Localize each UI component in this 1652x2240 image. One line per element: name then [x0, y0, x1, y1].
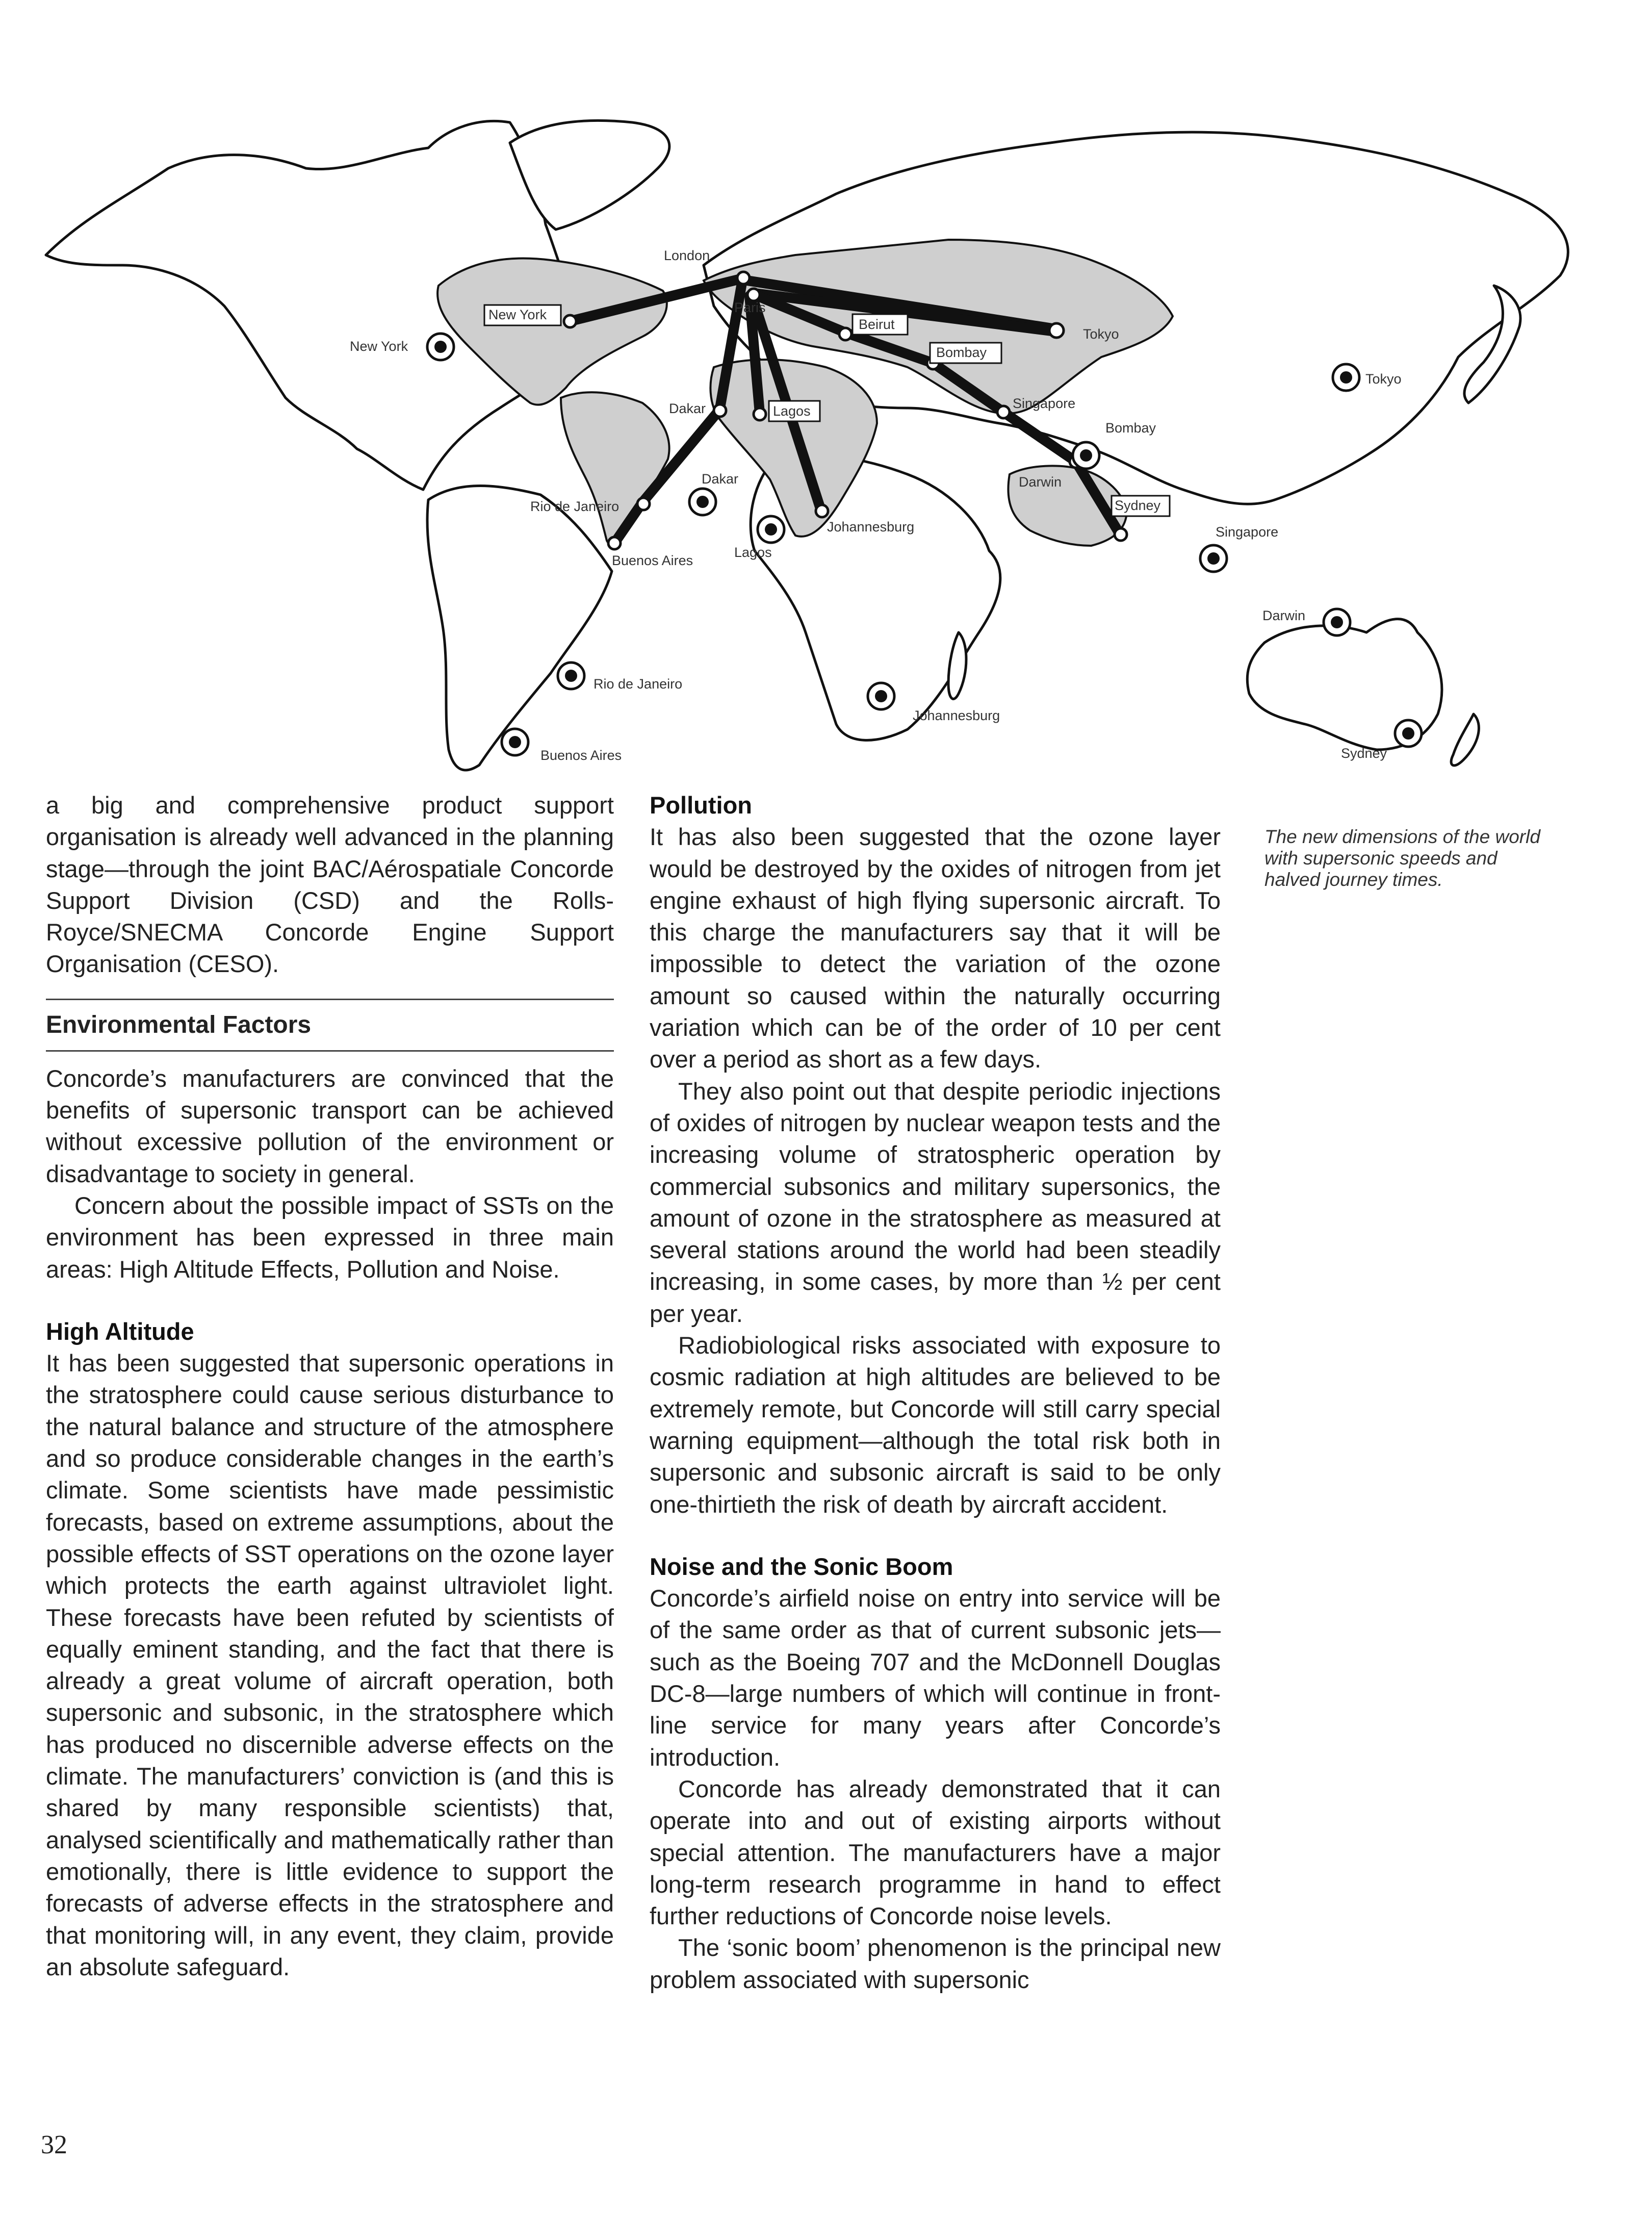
noise-paragraph-1: Concorde’s airfield noise on entry into service will be of the same order as that of current subsonic jets—such as the Boeing 707 and the McDonnell Douglas DC-8—large numbers of which will continue in front-line service for many years after Concorde’s introduction. [650, 1585, 1221, 1771]
label-tokyo-small: Tokyo [1083, 326, 1119, 342]
south-america-outline [427, 486, 612, 771]
node-tokyo-small [1049, 323, 1064, 338]
noise-heading: Noise and the Sonic Boom [650, 1552, 953, 1580]
marker-darwin [1324, 609, 1350, 635]
label-lagos-large: Lagos [734, 545, 772, 560]
marker-rio [558, 663, 584, 689]
pollution-paragraph-2: They also point out that despite periodic injections of oxides of nitrogen by nuclear weapon tests and the increasing volume of stratospheric operation by commercial subsonics and military supersonics, the amount of ozone in the stratosphere as measured at several stations around the world had been steadily increasing, in some cases, by more than ½ per cent per year. [650, 1077, 1221, 1327]
noise-paragraph-3: The ‘sonic boom’ phenomenon is the principal new problem associated with supersonic [650, 1934, 1221, 1993]
label-lagos-small: Lagos [773, 403, 811, 419]
label-bombay-large: Bombay [1105, 420, 1156, 436]
new-zealand-outline [1451, 714, 1479, 766]
label-beirut: Beirut [859, 317, 895, 332]
label-darwin-large: Darwin [1262, 608, 1306, 623]
environment-paragraph-2: Concern about the possible impact of SSTs on the environment has been expressed in three main areas: High Altitude Effects, Pollution and Noise. [46, 1191, 614, 1283]
marker-buenos-aires [502, 729, 528, 755]
node-singapore-small [997, 406, 1010, 418]
label-buenos-aires-large: Buenos Aires [540, 748, 622, 763]
label-dakar-large: Dakar [702, 471, 739, 487]
node-buenos-aires-small [608, 537, 621, 549]
label-newyork-small: New York [488, 307, 547, 322]
node-lagos-small [754, 408, 766, 420]
page-number: 32 [41, 2130, 67, 2159]
pollution-paragraph-1: It has also been suggested that the ozone layer would be destroyed by the oxides of nitrogen from jet engine exhaust of high flying supersonic aircraft. To this charge the manufacturers say that it will be impossible to detect the variation of the ozone amount so caused within the naturally occurring variation which can be of the order of 10 per cent over a period as short as a few days. [650, 823, 1221, 1073]
label-singapore-large: Singapore [1216, 524, 1279, 540]
label-london: London [664, 248, 710, 263]
right-column [650, 790, 1221, 1996]
marker-sydney [1395, 720, 1422, 747]
world-map-figure [0, 0, 1652, 796]
marker-dakar [689, 489, 716, 515]
label-dakar-small: Dakar [669, 401, 706, 416]
pollution-paragraph-3: Radiobiological risks associated with exposure to cosmic radiation at high altitudes are believed to be extremely remote, but Concorde will still carry special warning equipment—although the total risk both in supersonic and subsonic aircraft is said to be only one-thirtieth the risk of death by aircraft accident. [650, 1332, 1221, 1518]
left-column [46, 790, 614, 1983]
node-paris [747, 289, 760, 301]
shrunk-south-america [561, 392, 669, 545]
marker-lagos [758, 516, 784, 543]
label-paris: Paris [734, 300, 766, 315]
label-darwin-small: Darwin [1019, 474, 1062, 490]
label-bombay-small: Bombay [936, 345, 987, 360]
marker-bombay [1073, 442, 1099, 469]
marker-tokyo [1333, 364, 1359, 391]
environmental-factors-heading: Environmental Factors [46, 1011, 312, 1038]
marker-johannesburg [868, 683, 894, 709]
label-rio-small: Rio de Janeiro [530, 499, 620, 514]
node-dakar-small [714, 404, 726, 417]
label-johannesburg-small: Johannesburg [827, 519, 915, 534]
high-altitude-paragraph: It has been suggested that supersonic operations in the stratosphere could cause serious disturbance to the natural balance and structure of the atmosphere and so produce considerable changes in the earth’s climate. Some scientists have made pessimistic forecasts, based on extreme assumptions, about the possible effects of SST operations on the ozone layer which protects the earth against ultraviolet light. These forecasts have been refuted by scientists of equally eminent standing, and the fact that there is already a great volume of aircraft operation, both supersonic and subsonic, in the stratosphere which has produced no discernible adverse effects on the climate. The manufacturers’ conviction is (and this is shared by many responsible scientists) that, analysed scientifically and mathematically rather than emotionally, there is little evidence to support the forecasts of adverse effects in the stratosphere and that monitoring will, in any event, they claim, provide an absolute safeguard. [46, 1350, 614, 1980]
node-beirut [839, 328, 851, 340]
label-sydney-small: Sydney [1115, 498, 1161, 513]
node-sydney-small [1115, 528, 1127, 541]
label-buenos-aires-small: Buenos Aires [612, 553, 693, 568]
label-tokyo-large: Tokyo [1365, 371, 1402, 387]
label-johannesburg-large: Johannesburg [913, 708, 1000, 723]
label-singapore-small: Singapore [1013, 396, 1076, 411]
node-johannesburg-small [816, 505, 828, 517]
figure-caption: The new dimensions of the world with supersonic speeds and halved journey times. [1264, 826, 1540, 890]
environment-paragraph-1: Concorde’s manufacturers are convinced that the benefits of supersonic transport can be achieved without excessive pollution of the environment or disadvantage to society in general. [46, 1064, 614, 1187]
intro-paragraph: a big and comprehensive product support organisation is already well advanced in the planning stage—through the joint BAC/Aérospatiale Concorde Support Division (CSD) and the Rolls-Royce/SNECMA Concorde Engine Support Organisation (CESO). [46, 792, 614, 978]
label-newyork-large: New York [350, 339, 408, 354]
marker-newyork [427, 334, 454, 360]
label-rio-large: Rio de Janeiro [593, 676, 683, 692]
node-london [737, 272, 750, 284]
node-rio-small [637, 498, 650, 510]
noise-paragraph-2: Concorde has already demonstrated that it can operate into and out of existing airports without special attention. The manufacturers have a major long-term research programme in hand to effect further reductions of Concorde noise levels. [650, 1775, 1221, 1930]
node-newyork-small [564, 315, 576, 327]
high-altitude-heading: High Altitude [46, 1317, 194, 1345]
label-sydney-large: Sydney [1341, 746, 1387, 761]
marker-singapore [1200, 545, 1227, 572]
pollution-heading: Pollution [650, 792, 753, 819]
